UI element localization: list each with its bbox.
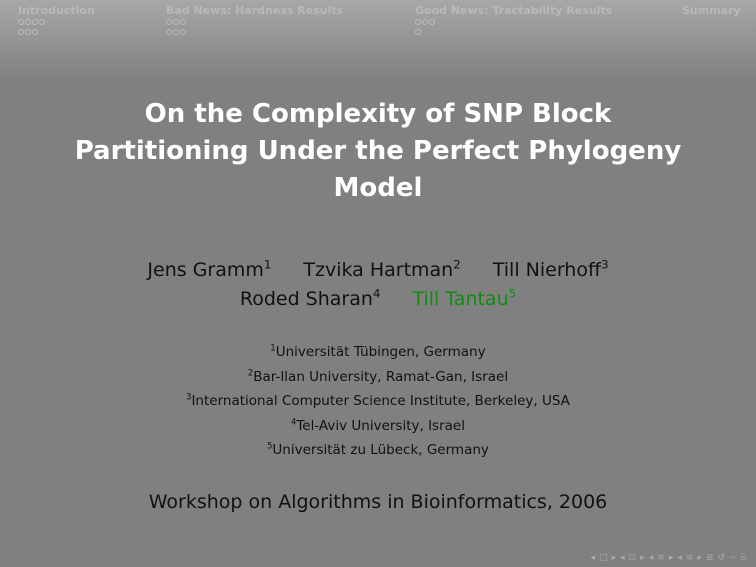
section-icon[interactable]: ≡ [657,553,665,563]
document-prev-icon[interactable]: ◂ [677,553,682,563]
institute [0,438,756,463]
subsection-prev-icon[interactable]: ◂ [620,553,625,563]
institute-name: International Computer Science Institute, Berkeley, USA [191,393,570,409]
affiliation-mark: 3 [186,391,192,402]
author [493,256,609,285]
frame-dot[interactable] [32,19,38,25]
beamer-navigation-symbols [591,553,746,563]
search-icon[interactable]: ⍓ [740,553,746,563]
author-name: Roded Sharan [239,288,373,310]
frame-dot[interactable] [415,19,421,25]
author-name: Tzvika Hartman [303,259,454,281]
nav-section-title[interactable]: Bad News: Hardness Results [166,4,344,17]
zoom-icon[interactable]: ∽ [729,553,737,563]
nav-frame-dots [18,29,95,38]
author [240,285,381,314]
section-next-icon[interactable]: ▸ [668,553,674,563]
institute-list [0,340,756,463]
frame-next-icon[interactable]: ▸ [611,553,617,563]
affiliation-mark: 3 [601,257,609,272]
nav-frame-dots [415,19,612,28]
frame-dot[interactable] [180,19,186,25]
frame-dot[interactable] [25,19,31,25]
align-icon[interactable]: ≣ [705,553,714,563]
frame-dot[interactable] [18,19,24,25]
author-highlighted [412,285,516,314]
institute-name: Bar-Ilan University, Ramat-Gan, Israel [253,368,509,385]
presentation-title [0,96,756,207]
headline-navigation [0,0,756,48]
nav-section-title[interactable]: Summary [682,4,741,17]
frame-dot[interactable] [166,19,172,25]
nav-section-good-news[interactable] [415,4,612,38]
author-name: Jens Gramm [147,259,264,281]
nav-section-introduction[interactable] [18,4,95,38]
nav-section-title[interactable]: Introduction [18,4,95,17]
nav-section-title[interactable]: Good News: Tractability Results [415,4,613,17]
affiliation-mark: 5 [267,440,273,451]
author-list [0,256,756,314]
affiliation-mark: 5 [508,286,517,301]
affiliation-mark: 4 [372,286,381,301]
author-row [0,256,756,285]
institute [0,365,756,390]
institute [0,414,756,439]
subsection-next-icon[interactable]: ▸ [640,553,645,563]
frame-dot[interactable] [173,19,179,25]
institute-name: Universität Tübingen, Germany [275,344,486,360]
frame-prev-icon[interactable]: ◂ [590,553,596,563]
affiliation-mark: 2 [453,257,461,272]
affiliation-mark: 1 [270,342,276,353]
frame-dot[interactable] [429,19,435,25]
frame-dot[interactable] [32,29,38,35]
author-row [0,285,756,314]
nav-section-bad-news[interactable] [166,4,343,38]
author-name: Till Tantau [412,288,509,310]
affiliation-mark: 1 [263,257,272,272]
title-line: Model [333,173,423,203]
nav-frame-dots [166,19,343,28]
institute [0,389,756,414]
frame-dot[interactable] [422,19,428,25]
institute-name: Universität zu Lübeck, Germany [272,442,489,458]
institute-name: Tel-Aviv University, Israel [296,417,465,434]
frame-dot[interactable] [180,29,186,35]
affiliation-mark: 2 [247,367,254,377]
document-next-icon[interactable]: ▸ [697,553,702,563]
frame-dot[interactable] [166,29,172,35]
section-prev-icon[interactable]: ◂ [648,553,654,563]
back-icon[interactable]: ↺ [717,553,726,563]
frame-icon[interactable]: □ [599,553,608,563]
author [303,256,460,285]
nav-frame-dots [18,19,95,28]
affiliation-mark: 4 [291,416,297,426]
nav-frame-dots [166,29,343,38]
frame-dot[interactable] [173,29,179,35]
nav-frame-dots [415,29,612,38]
title-line: On the Complexity of SNP Block [144,99,612,129]
title-line: Partitioning Under the Perfect Phylogeny [74,136,682,166]
frame-dot[interactable] [25,29,31,35]
frame-dot[interactable] [415,29,421,35]
nav-section-summary[interactable] [682,4,741,18]
author [147,256,271,285]
document-icon[interactable]: ≡ [685,553,694,563]
subsection-icon[interactable]: ⊡ [628,553,637,563]
event-date: Workshop on Algorithms in Bioinformatics, 2006 [148,491,608,513]
frame-dot[interactable] [39,19,45,25]
frame-dot[interactable] [18,29,24,35]
institute [0,340,756,365]
author-name: Till Nierhoff [492,259,602,281]
